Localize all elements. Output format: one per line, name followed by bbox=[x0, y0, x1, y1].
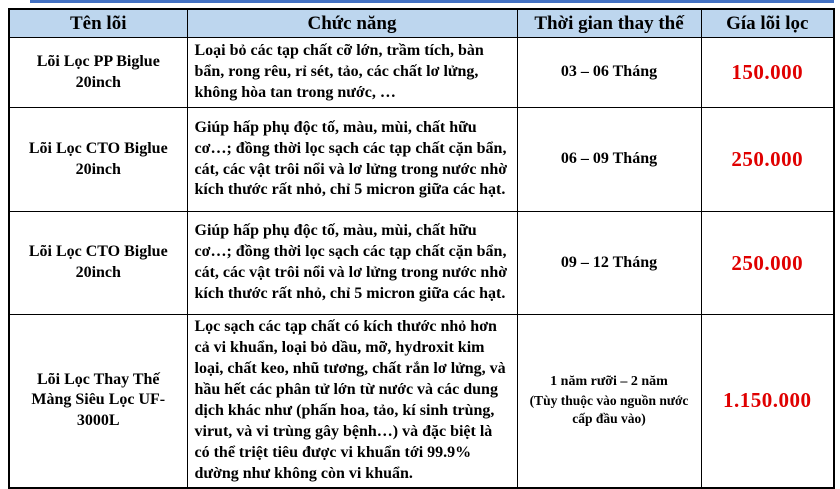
function-cell: Lọc sạch các tạp chất có kích thước nhỏ hơn cả vi khuẩn, loại bỏ dầu, mỡ, hydroxit kim loại, chất keo, nhũ tương, chất rắn lơ lửng, và hầu hết các phân tử lớn từ nước và các dung dịch khác như (phấn hoa, tảo, kí sinh trùng, virut, và vi trùng gây bệnh…) và đặc biệt là có thể triệt tiêu được vi khuẩn tới 99.9% dường như không còn vi khuẩn. bbox=[187, 315, 517, 488]
column-header-price: Gía lõi lọc bbox=[701, 9, 834, 38]
price-cell: 150.000 bbox=[701, 38, 834, 108]
column-header-replacement-time: Thời gian thay thế bbox=[517, 9, 701, 38]
replacement-time-cell: 09 – 12 Tháng bbox=[517, 212, 701, 315]
column-header-name: Tên lõi bbox=[9, 9, 187, 38]
filter-cartridge-price-table bbox=[8, 8, 835, 489]
price-cell: 250.000 bbox=[701, 108, 834, 212]
product-name-cell: Lõi Lọc CTO Biglue 20inch bbox=[9, 212, 187, 315]
column-header-function: Chức năng bbox=[187, 9, 517, 38]
replacement-time-note: (Tùy thuộc vào nguồn nước cấp đầu vào) bbox=[529, 393, 689, 427]
product-name-cell: Lõi Lọc Thay Thế Màng Siêu Lọc UF-3000L bbox=[9, 315, 187, 488]
table-row bbox=[9, 315, 834, 488]
function-cell: Giúp hấp phụ độc tố, màu, mùi, chất hữu cơ…; đồng thời lọc sạch các tạp chất cặn bẩn, cát, các vật trôi nổi và lơ lửng trong nước nhờ kích thước rất nhỏ, chỉ 5 micron giữa các hạt. bbox=[187, 212, 517, 315]
replacement-time-cell bbox=[517, 315, 701, 488]
price-cell: 1.150.000 bbox=[701, 315, 834, 488]
product-name-cell: Lõi Lọc CTO Biglue 20inch bbox=[9, 108, 187, 212]
top-accent-line bbox=[30, 0, 834, 3]
product-name-cell: Lõi Lọc PP Biglue 20inch bbox=[9, 38, 187, 108]
function-cell: Loại bỏ các tạp chất cỡ lớn, trầm tích, bàn bẩn, rong rêu, rỉ sét, tảo, các chất lơ lửng, không hòa tan trong nước, … bbox=[187, 38, 517, 108]
table-row bbox=[9, 108, 834, 212]
table-row bbox=[9, 212, 834, 315]
price-cell: 250.000 bbox=[701, 212, 834, 315]
function-cell: Giúp hấp phụ độc tố, màu, mùi, chất hữu cơ…; đồng thời lọc sạch các tạp chất cặn bẩn, cát, các vật trôi nổi và lơ lửng trong nước nhờ kích thước rất nhỏ, chỉ 5 micron giữa các hạt. bbox=[187, 108, 517, 212]
replacement-time-cell: 06 – 09 Tháng bbox=[517, 108, 701, 212]
header-row bbox=[9, 9, 834, 38]
replacement-time-cell: 03 – 06 Tháng bbox=[517, 38, 701, 108]
replacement-time-value: 1 năm rưỡi – 2 năm bbox=[550, 374, 668, 390]
table-row bbox=[9, 38, 834, 108]
